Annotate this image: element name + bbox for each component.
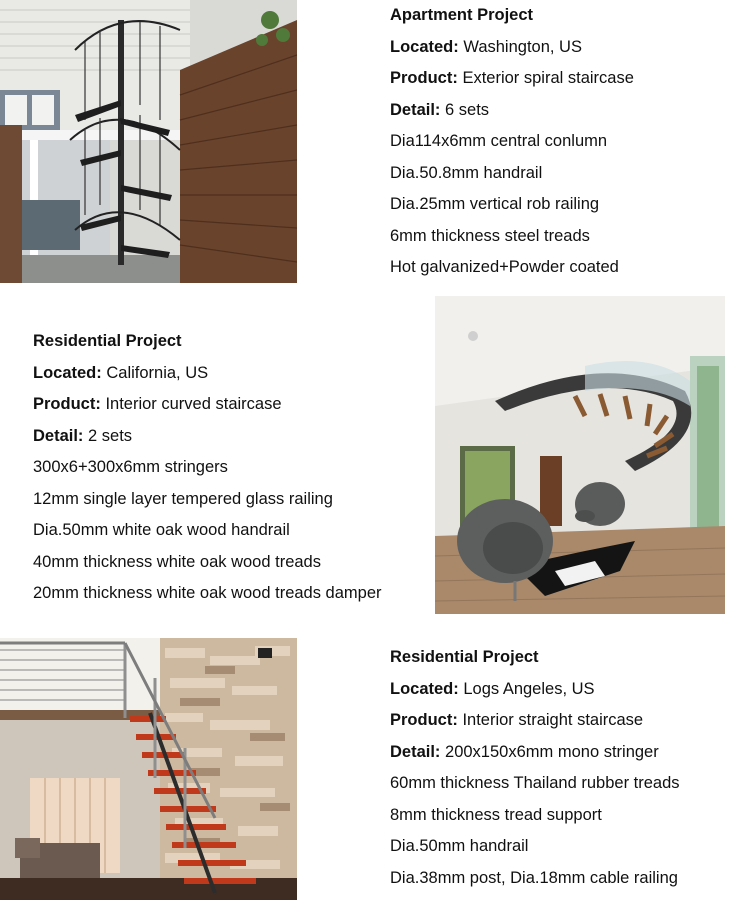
spec-line: 300x6+300x6mm stringers: [33, 458, 228, 476]
spec-line: Dia.25mm vertical rob railing: [390, 195, 600, 213]
product-label: Product:: [390, 69, 458, 87]
spec-line: Hot galvanized+Powder coated: [390, 258, 619, 276]
located-value: Washington, US: [463, 37, 582, 56]
residential-project-los-angeles-info: [390, 642, 680, 894]
located-row: [390, 674, 680, 706]
product-value: Interior straight staircase: [462, 711, 644, 729]
product-row: [33, 389, 382, 421]
detail-value: 200x150x6mm mono stringer: [445, 742, 659, 761]
project-title: Residential Project: [33, 332, 182, 350]
interior-curved-staircase-photo: [435, 296, 725, 614]
located-label: Located:: [390, 679, 459, 698]
detail-label: Detail:: [390, 100, 441, 119]
product-label: Product:: [390, 711, 458, 729]
located-label: Located:: [390, 37, 459, 56]
spec-line: Dia.50mm handrail: [390, 837, 529, 855]
spec-line: 6mm thickness steel treads: [390, 226, 590, 245]
located-value: Logs Angeles, US: [463, 679, 595, 698]
product-row: [390, 63, 634, 95]
spec-line: Dia.38mm post, Dia.18mm cable railing: [390, 868, 678, 887]
located-label: Located:: [33, 363, 102, 382]
spec-line: 12mm single layer tempered glass railing: [33, 489, 333, 508]
spec-line: Dia114x6mm central conlumn: [390, 132, 608, 150]
product-row: [390, 705, 680, 737]
product-value: Exterior spiral staircase: [462, 69, 634, 87]
located-value: California, US: [106, 363, 209, 382]
spec-line: 8mm thickness tread support: [390, 805, 602, 824]
apartment-project-info: [390, 0, 634, 284]
located-row: [33, 358, 382, 390]
detail-row: [390, 95, 634, 127]
project-title: Residential Project: [390, 648, 539, 666]
exterior-spiral-staircase-photo: [0, 0, 297, 283]
spec-line: Dia.50mm white oak wood handrail: [33, 521, 290, 539]
interior-straight-staircase-photo: [0, 638, 297, 900]
residential-project-california-info: [33, 326, 382, 610]
spec-line: 40mm thickness white oak wood treads: [33, 552, 321, 571]
detail-row: [390, 737, 680, 769]
detail-label: Detail:: [33, 426, 84, 445]
spec-line: Dia.50.8mm handrail: [390, 163, 543, 182]
detail-row: [33, 421, 382, 453]
detail-label: Detail:: [390, 742, 441, 761]
detail-value: 6 sets: [445, 100, 490, 119]
project-title: Apartment Project: [390, 6, 534, 24]
product-label: Product:: [33, 395, 101, 413]
spec-line: 20mm thickness white oak wood treads damper: [33, 584, 382, 602]
located-row: [390, 32, 634, 64]
detail-value: 2 sets: [88, 426, 133, 445]
product-value: Interior curved staircase: [105, 395, 282, 413]
spec-line: 60mm thickness Thailand rubber treads: [390, 774, 680, 792]
